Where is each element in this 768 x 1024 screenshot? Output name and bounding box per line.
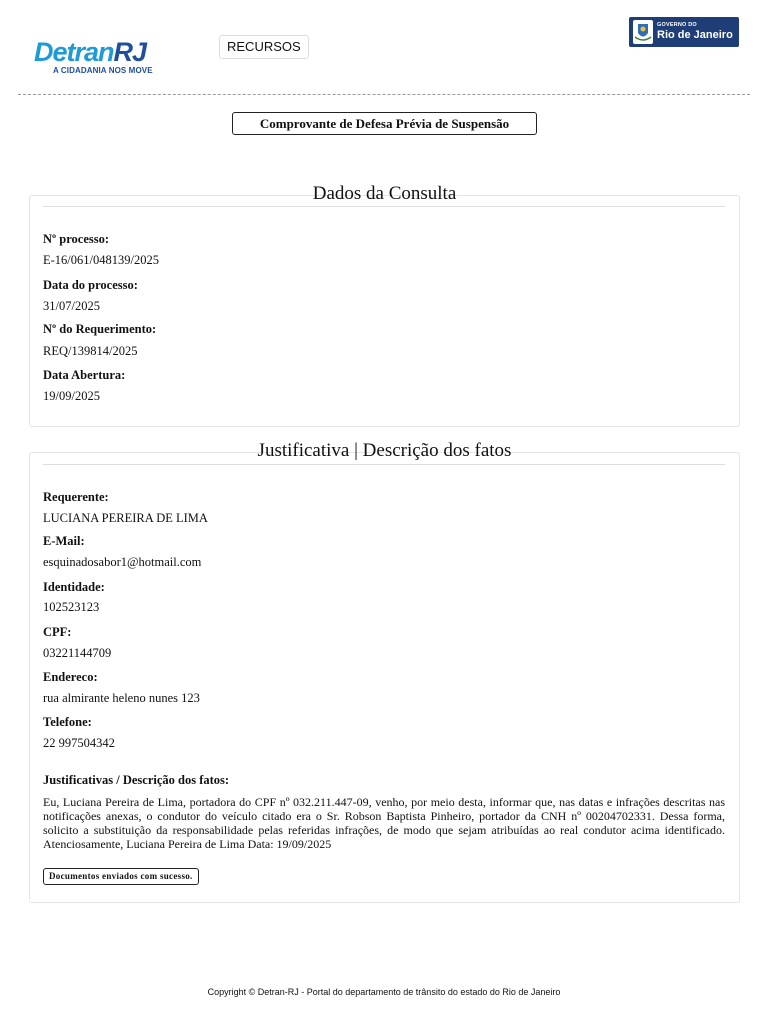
logo-wordmark: DetranRJ <box>34 37 147 67</box>
detran-rj-logo[interactable] <box>34 38 184 80</box>
email-value: esquinadosabor1@hotmail.com <box>43 555 202 569</box>
gov-badge-big-text: Rio de Janeiro <box>657 29 733 41</box>
descricao-text: Eu, Luciana Pereira de Lima, portadora do CPF nº 032.211.447-09, venho, por meio desta, informar que, nas datas e infrações descritas nas notificações anexas, o condutor do veículo citado era o Sr. Robson Baptista Pinheiro, portador da CNH nº 00204702331. Dessa forma, solicito a substituição da responsabilidade pelas referidas infrações, de modo que sejam atribuídas ao real condutor acima identificado. Atenciosamente, Luciana Pereira de Lima Data: 19/09/2025 <box>43 795 725 851</box>
cpf-label: CPF: <box>43 625 72 639</box>
consulta-panel-title: Dados da Consulta <box>312 183 457 204</box>
identidade-value: 102523123 <box>43 600 100 614</box>
justificativa-title-rule <box>43 464 725 465</box>
data-abertura-value: 19/09/2025 <box>43 389 100 403</box>
cpf-value: 03221144709 <box>43 646 112 660</box>
requerente-value: LUCIANA PEREIRA DE LIMA <box>43 511 208 525</box>
gov-badge-small-text: GOVERNO DO <box>657 22 697 28</box>
page-header <box>0 0 768 96</box>
justificativa-panel <box>29 440 740 903</box>
endereco-label: Endereco: <box>43 670 98 684</box>
gov-rio-de-janeiro-badge[interactable] <box>629 17 739 47</box>
data-processo-value: 31/07/2025 <box>43 299 100 313</box>
justificativa-panel-title: Justificativa | Descrição dos fatos <box>257 440 512 461</box>
coat-of-arms-icon <box>632 19 654 45</box>
telefone-label: Telefone: <box>43 715 92 729</box>
data-abertura-label: Data Abertura: <box>43 368 126 382</box>
endereco-value: rua almirante heleno nunes 123 <box>43 691 200 705</box>
processo-label: Nº processo: <box>43 232 110 246</box>
recursos-button[interactable]: RECURSOS <box>219 35 309 59</box>
status-badge: Documentos enviados com sucesso. <box>43 868 199 885</box>
telefone-value: 22 997504342 <box>43 736 115 750</box>
email-label: E-Mail: <box>43 534 85 548</box>
logo-tagline: A CIDADANIA NOS MOVE <box>53 66 153 75</box>
requerimento-value: REQ/139814/2025 <box>43 344 138 358</box>
data-processo-label: Data do processo: <box>43 278 138 292</box>
header-divider <box>18 94 750 95</box>
consulta-title-rule <box>43 206 725 207</box>
requerente-label: Requerente: <box>43 490 109 504</box>
document-title: Comprovante de Defesa Prévia de Suspensão <box>232 112 537 135</box>
requerimento-label: Nº do Requerimento: <box>43 322 157 336</box>
processo-value: E-16/061/048139/2025 <box>43 253 159 267</box>
identidade-label: Identidade: <box>43 580 105 594</box>
consulta-panel <box>29 183 740 427</box>
descricao-label: Justificativas / Descrição dos fatos: <box>43 773 230 787</box>
page-footer: Copyright © Detran-RJ - Portal do departamento de trânsito do estado do Rio de Janeiro <box>207 987 561 997</box>
